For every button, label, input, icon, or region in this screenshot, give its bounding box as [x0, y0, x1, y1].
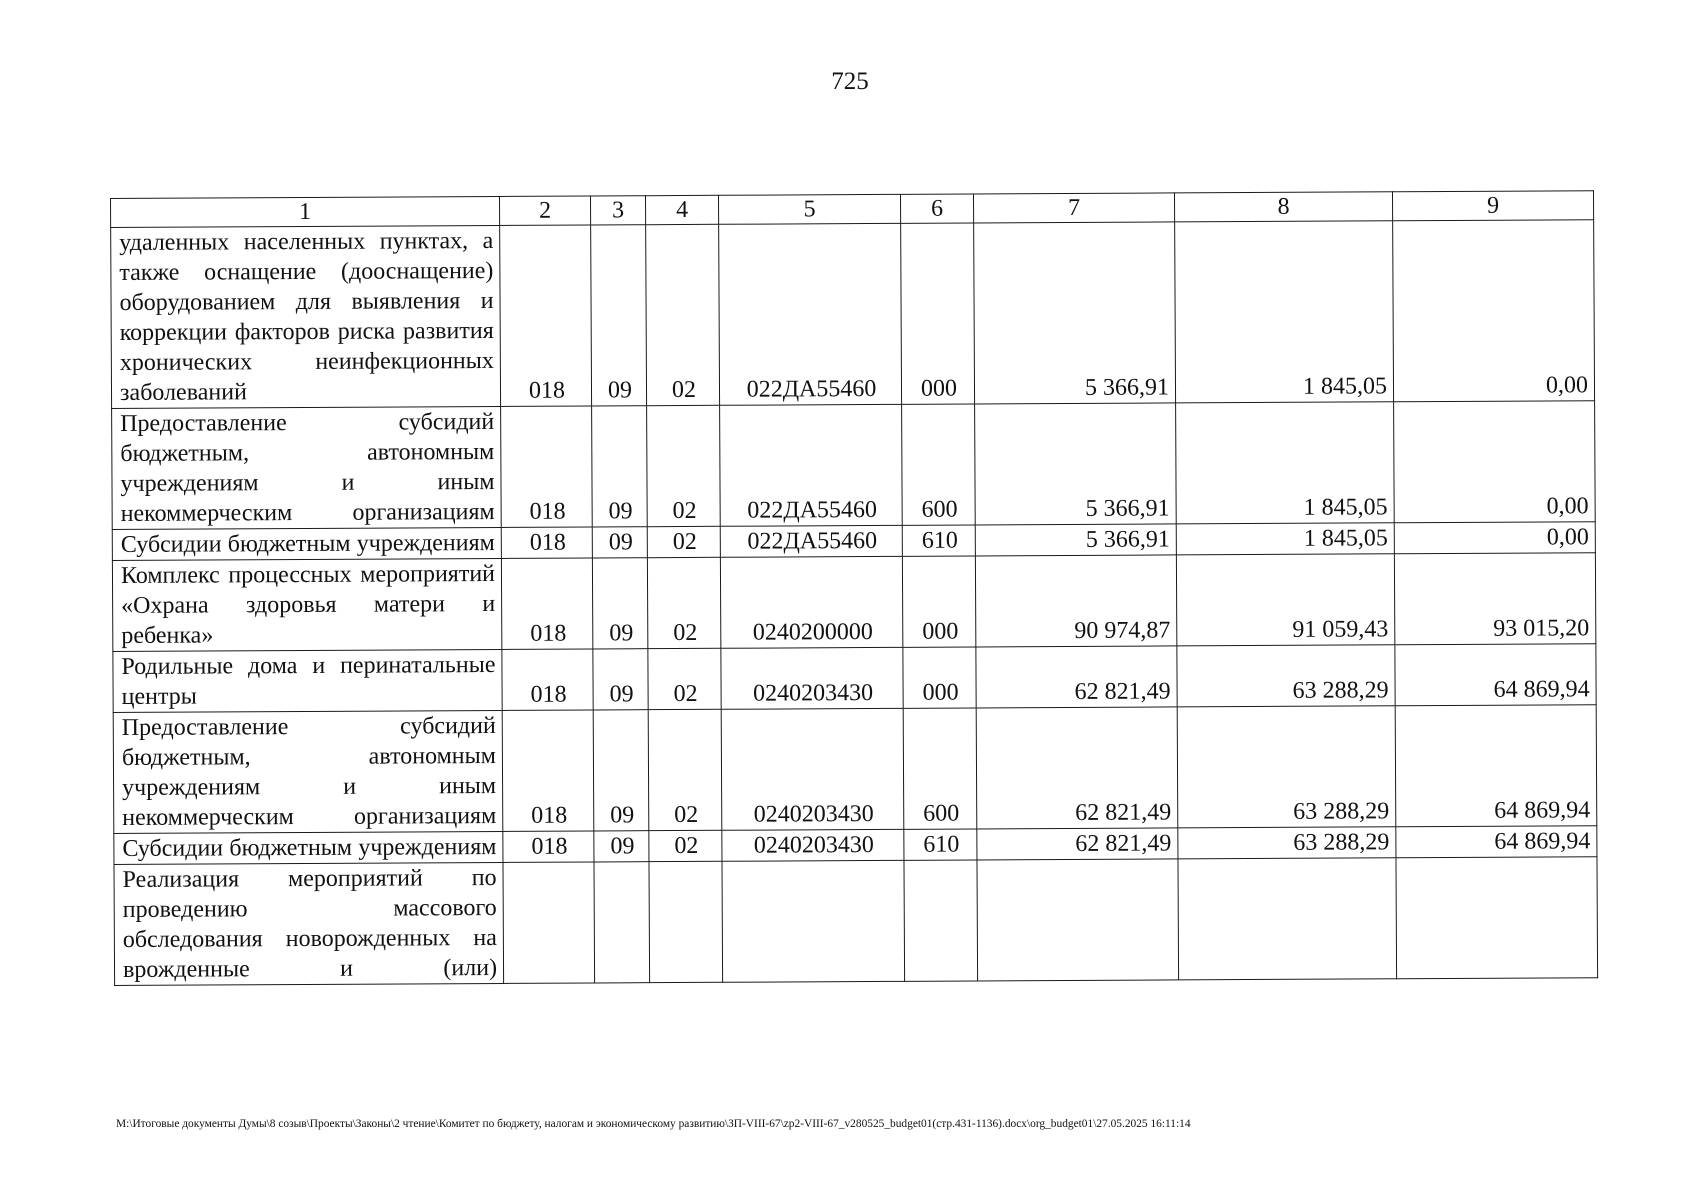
row-csr	[722, 860, 905, 982]
row-amount-3: 0,00	[1393, 220, 1595, 402]
row-name: Реализация мероприятий по проведению массового обследования новорожденных на врожденные и (или)	[114, 862, 504, 985]
row-amount-3: 64 869,94	[1396, 826, 1597, 858]
table-row	[113, 644, 1596, 713]
row-csr: 022ДА55460	[720, 525, 902, 557]
row-name: Субсидии бюджетным учреждениям	[112, 527, 501, 560]
row-ved: 018	[501, 558, 592, 649]
row-amount-1: 62 821,49	[976, 646, 1177, 708]
row-amount-2: 63 288,29	[1178, 827, 1396, 859]
row-pr: 02	[647, 405, 721, 526]
row-ved: 018	[502, 710, 594, 831]
table-row	[112, 553, 1595, 652]
row-pr: 02	[648, 648, 721, 709]
header-cell-5: 5	[718, 194, 900, 224]
row-pr: 02	[648, 709, 722, 830]
header-cell-4: 4	[645, 195, 718, 224]
row-rz: 09	[594, 831, 649, 862]
row-name: Предоставление субсидий бюджетным, автономным учреждениям и иным некоммерческим организациям	[113, 710, 503, 833]
row-pr: 02	[647, 557, 720, 648]
row-amount-1: 5 366,91	[975, 524, 1176, 556]
row-pr: 02	[649, 830, 722, 861]
row-amount-3: 64 869,94	[1395, 644, 1596, 706]
header-cell-3: 3	[590, 196, 645, 225]
row-vr: 610	[904, 829, 977, 860]
row-vr: 600	[902, 404, 976, 525]
row-csr: 0240203430	[721, 647, 903, 709]
row-pr: 02	[647, 526, 720, 557]
document-file-path: M:\Итоговые документы Думы\8 созыв\Проекты\Законы\2 чтение\Комитет по бюджету, налогам и экономическому развитию\ЗП-VIII-67\zp2-VIII-67_v280525_budget01(стр.431-1136).docx\org_budget01\27.05.2025 16:11:14	[116, 1118, 1191, 1130]
row-csr: 022ДА55460	[719, 223, 902, 405]
row-pr	[649, 861, 723, 982]
row-ved: 018	[503, 831, 594, 862]
row-rz: 09	[592, 558, 647, 649]
row-name: Комплекс процессных мероприятий «Охрана здоровья матери и ребенка»	[112, 558, 501, 651]
row-amount-2: 63 288,29	[1177, 706, 1396, 828]
row-vr	[904, 860, 978, 981]
row-csr: 0240203430	[721, 708, 904, 830]
row-ved: 018	[500, 225, 592, 406]
row-rz: 09	[591, 225, 647, 406]
row-amount-1: 62 821,49	[977, 828, 1178, 860]
row-vr: 000	[901, 223, 975, 404]
header-cell-2: 2	[499, 196, 590, 225]
table-row	[111, 220, 1595, 409]
row-csr: 022ДА55460	[720, 404, 903, 526]
row-amount-3	[1396, 857, 1598, 979]
row-ved: 018	[501, 527, 592, 558]
row-name: удаленных населенных пунктах, а также оснащение (дооснащение) оборудованием для выявления и коррекции факторов риска развития хронических неинфекционных заболеваний	[111, 225, 501, 408]
row-amount-1: 90 974,87	[975, 555, 1176, 647]
row-amount-1: 5 366,91	[975, 403, 1177, 525]
row-vr: 610	[902, 525, 975, 556]
row-ved	[503, 862, 595, 983]
header-cell-7: 7	[973, 193, 1174, 223]
row-vr: 000	[902, 556, 975, 647]
header-cell-6: 6	[900, 194, 973, 223]
header-cell-1: 1	[111, 196, 500, 227]
page-number: 725	[831, 68, 869, 95]
row-name: Субсидии бюджетным учреждениям	[114, 831, 503, 864]
header-cell-9: 9	[1392, 191, 1593, 221]
row-amount-2	[1178, 858, 1397, 980]
table-row	[113, 705, 1597, 834]
row-rz: 09	[593, 649, 648, 710]
row-amount-1	[977, 859, 1179, 981]
row-name: Предоставление субсидий бюджетным, автономным учреждениям и иным некоммерческим организациям	[112, 406, 502, 529]
table-row	[112, 401, 1596, 530]
row-rz: 09	[592, 406, 648, 527]
row-pr: 02	[646, 224, 720, 405]
row-csr: 0240203430	[722, 829, 904, 861]
row-ved: 018	[502, 649, 593, 710]
budget-table	[110, 190, 1598, 986]
row-rz	[594, 862, 650, 983]
table-row	[114, 857, 1598, 986]
row-amount-2: 63 288,29	[1177, 645, 1395, 707]
row-rz: 09	[592, 527, 647, 558]
row-amount-2: 1 845,05	[1176, 523, 1394, 555]
row-ved: 018	[501, 406, 593, 527]
row-name: Родильные дома и перинатальные центры	[113, 649, 502, 712]
row-amount-3: 93 015,20	[1394, 553, 1595, 645]
header-cell-8: 8	[1174, 192, 1392, 222]
row-rz: 09	[593, 710, 649, 831]
row-amount-2: 1 845,05	[1176, 402, 1395, 524]
row-amount-3: 0,00	[1394, 401, 1596, 523]
row-amount-3: 0,00	[1394, 522, 1595, 554]
row-vr: 000	[903, 647, 976, 708]
row-amount-1: 5 366,91	[974, 222, 1176, 404]
row-amount-3: 64 869,94	[1395, 705, 1597, 827]
row-vr: 600	[903, 708, 977, 829]
row-csr: 0240200000	[720, 556, 902, 648]
row-amount-2: 91 059,43	[1176, 554, 1394, 646]
row-amount-1: 62 821,49	[976, 707, 1178, 829]
row-amount-2: 1 845,05	[1175, 221, 1394, 403]
